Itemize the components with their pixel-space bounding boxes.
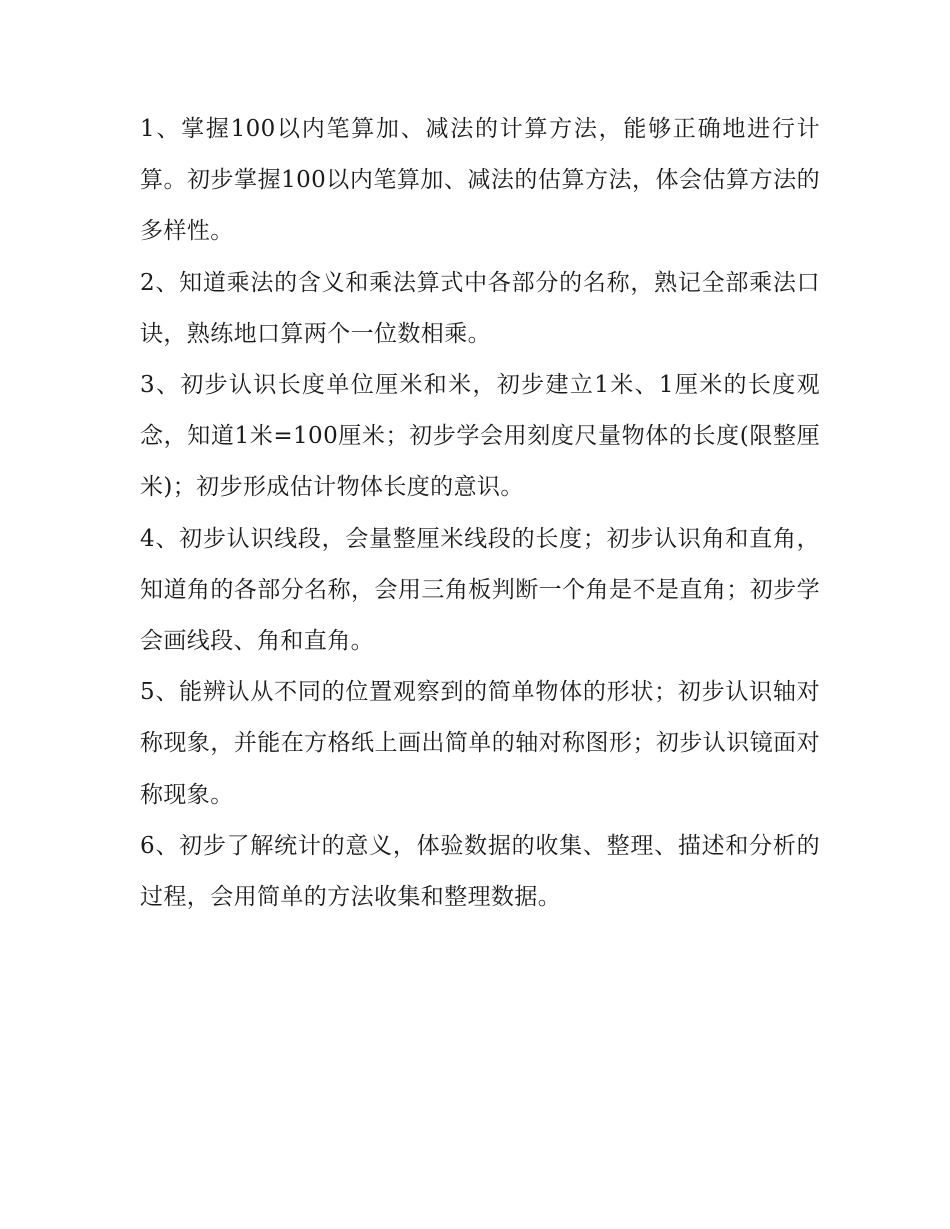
- objective-item-3: 3、初步认识长度单位厘米和米，初步建立1米、1厘米的长度观念，知道1米=100厘米；初步学会用刻度尺量物体的长度(限整厘米)；初步形成估计物体长度的意识。: [140, 372, 820, 501]
- document-body: [140, 104, 820, 923]
- objective-item-6: 6、初步了解统计的意义，体验数据的收集、整理、描述和分析的过程，会用简单的方法收集和整理数据。: [140, 832, 820, 911]
- objective-item-5: 5、能辨认从不同的位置观察到的简单物体的形状；初步认识轴对称现象，并能在方格纸上画出简单的轴对称图形；初步认识镜面对称现象。: [140, 679, 820, 808]
- objective-item-1: 1、掌握100以内笔算加、减法的计算方法，能够正确地进行计算。初步掌握100以内笔算加、减法的估算方法，体会估算方法的多样性。: [140, 116, 820, 245]
- objective-item-4: 4、初步认识线段，会量整厘米线段的长度；初步认识角和直角，知道角的各部分名称，会用三角板判断一个角是不是直角；初步学会画线段、角和直角。: [140, 525, 820, 655]
- objective-item-2: 2、知道乘法的含义和乘法算式中各部分的名称，熟记全部乘法口诀，熟练地口算两个一位数相乘。: [140, 269, 820, 347]
